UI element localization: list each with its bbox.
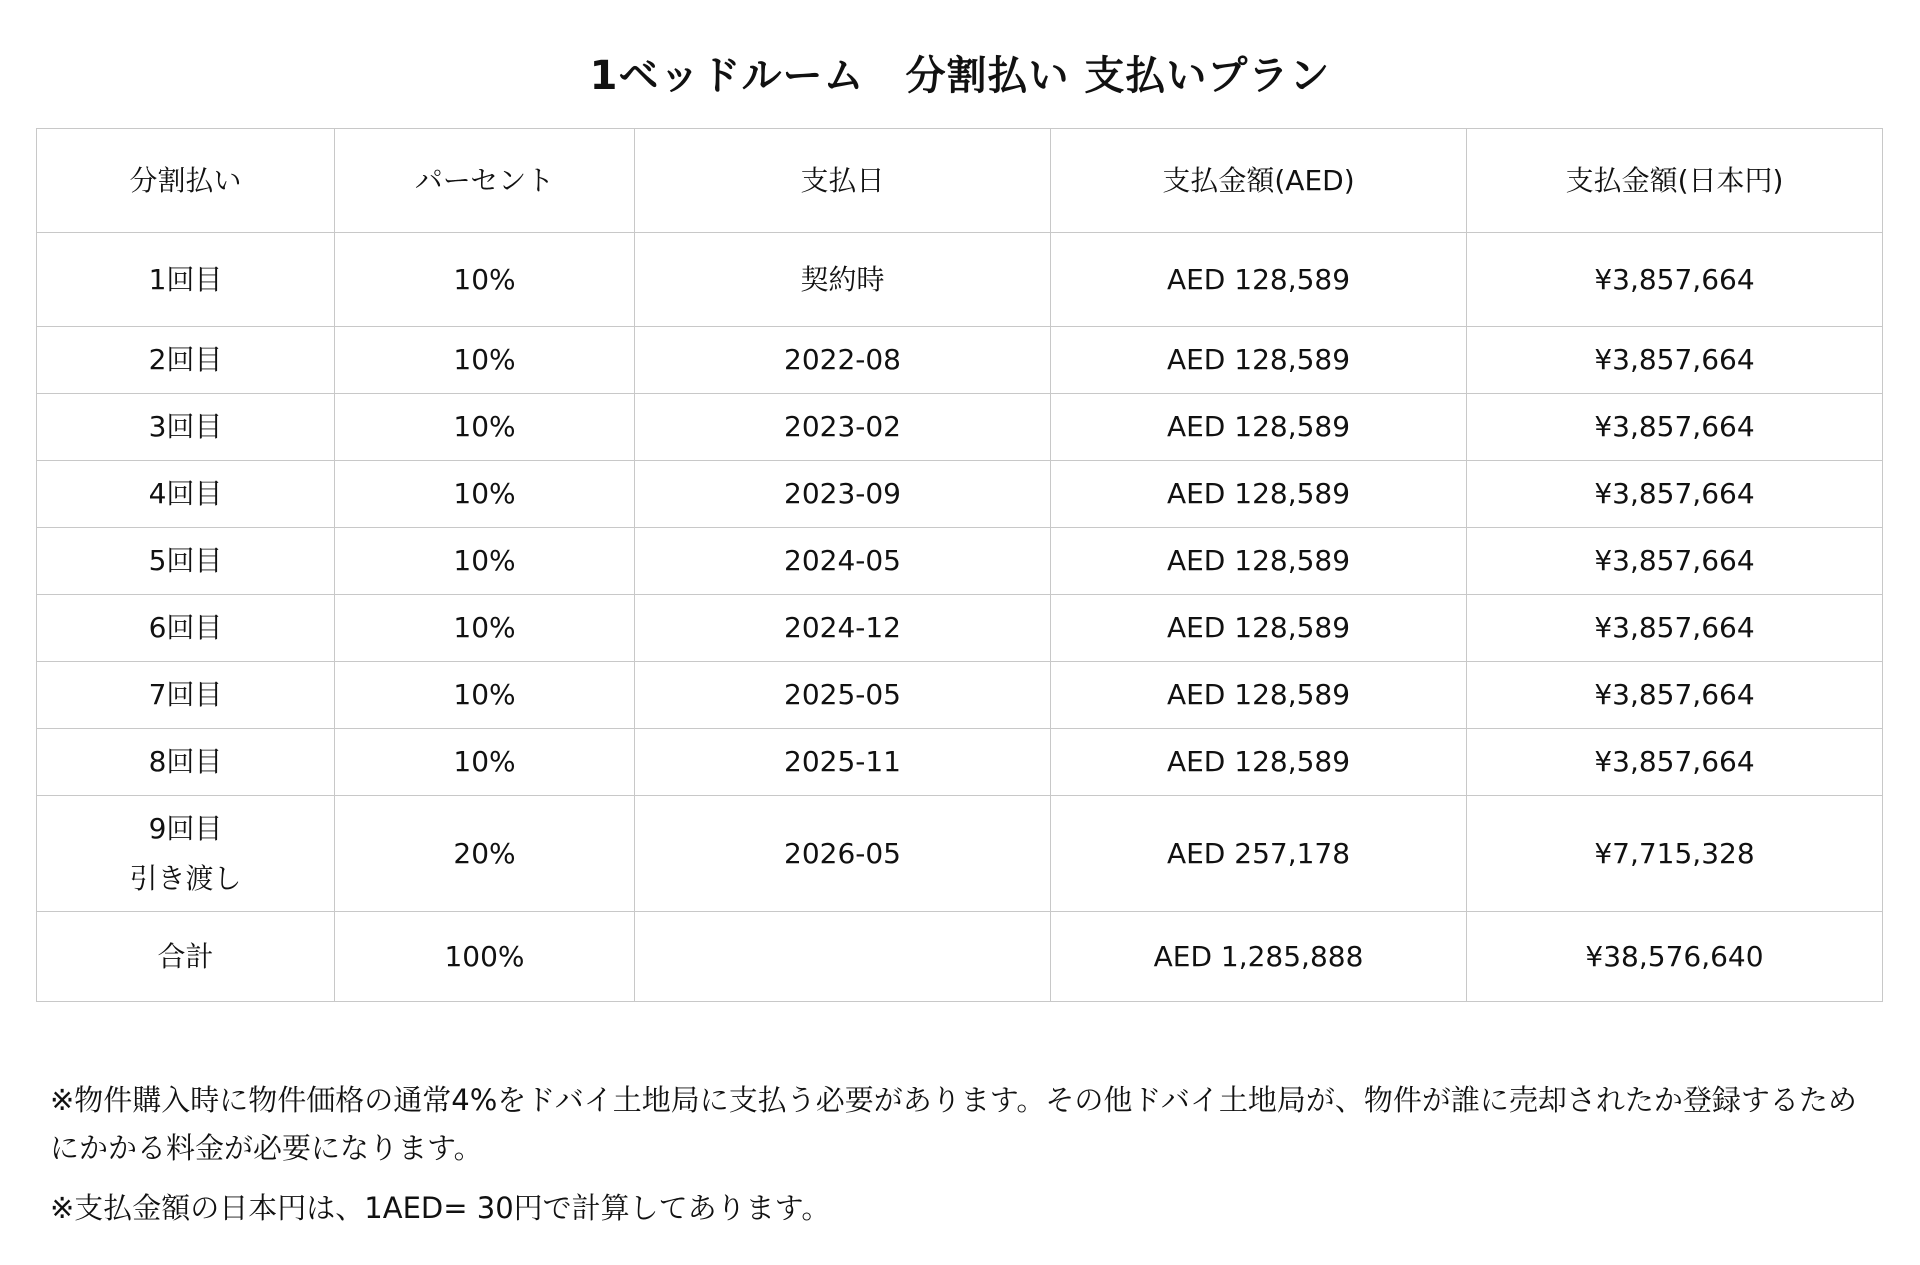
- table-row: [37, 327, 1883, 394]
- cell-amount-aed: AED 128,589: [1051, 394, 1467, 461]
- table-row: [37, 528, 1883, 595]
- cell-amount-aed: AED 257,178: [1051, 796, 1467, 912]
- cell-date: 2023-02: [635, 394, 1051, 461]
- cell-date: 2025-11: [635, 729, 1051, 796]
- cell-installment: 2回目: [37, 327, 335, 394]
- cell-percent: 20%: [335, 796, 635, 912]
- table-row: [37, 729, 1883, 796]
- header-installment: 分割払い: [37, 129, 335, 233]
- cell-date: 2023-09: [635, 461, 1051, 528]
- table-row: [37, 662, 1883, 729]
- cell-amount-aed: AED 128,589: [1051, 662, 1467, 729]
- table-header-row: [37, 129, 1883, 233]
- total-percent: 100%: [335, 912, 635, 1002]
- cell-amount-jpy: ¥3,857,664: [1467, 528, 1883, 595]
- cell-date: 2024-12: [635, 595, 1051, 662]
- cell-date: 2026-05: [635, 796, 1051, 912]
- cell-amount-aed: AED 128,589: [1051, 461, 1467, 528]
- cell-installment: 3回目: [37, 394, 335, 461]
- footnote-land-department: ※物件購入時に物件価格の通常4%をドバイ土地局に支払う必要があります。その他ドバイ土地局が、物件が誰に売却されたか登録するためにかかる料金が必要になります。: [50, 1083, 1857, 1165]
- cell-amount-jpy: ¥3,857,664: [1467, 662, 1883, 729]
- cell-percent: 10%: [335, 327, 635, 394]
- cell-percent: 10%: [335, 729, 635, 796]
- table-row: [37, 595, 1883, 662]
- cell-amount-aed: AED 128,589: [1051, 595, 1467, 662]
- cell-installment: 5回目: [37, 528, 335, 595]
- cell-amount-jpy: ¥3,857,664: [1467, 461, 1883, 528]
- installment-label: 9回目: [148, 811, 223, 845]
- cell-percent: 10%: [335, 595, 635, 662]
- total-amount-jpy: ¥38,576,640: [1467, 912, 1883, 1002]
- table-row: [37, 461, 1883, 528]
- cell-amount-jpy: ¥3,857,664: [1467, 729, 1883, 796]
- table-row: [37, 233, 1883, 327]
- cell-amount-aed: AED 128,589: [1051, 528, 1467, 595]
- cell-date: 2024-05: [635, 528, 1051, 595]
- header-date: 支払日: [635, 129, 1051, 233]
- cell-date: 2025-05: [635, 662, 1051, 729]
- cell-amount-jpy: ¥3,857,664: [1467, 327, 1883, 394]
- header-percent: パーセント: [335, 129, 635, 233]
- cell-percent: 10%: [335, 394, 635, 461]
- cell-installment: 6回目: [37, 595, 335, 662]
- cell-amount-jpy: ¥7,715,328: [1467, 796, 1883, 912]
- cell-date: 2022-08: [635, 327, 1051, 394]
- header-amount-jpy: 支払金額(日本円): [1467, 129, 1883, 233]
- cell-installment: 4回目: [37, 461, 335, 528]
- cell-amount-jpy: ¥3,857,664: [1467, 595, 1883, 662]
- page-title: 1ベッドルーム 分割払い 支払いプラン: [589, 53, 1331, 99]
- cell-amount-aed: AED 128,589: [1051, 729, 1467, 796]
- table-row: [37, 394, 1883, 461]
- cell-installment: 7回目: [37, 662, 335, 729]
- cell-amount-jpy: ¥3,857,664: [1467, 394, 1883, 461]
- cell-percent: 10%: [335, 233, 635, 327]
- cell-amount-aed: AED 128,589: [1051, 327, 1467, 394]
- cell-percent: 10%: [335, 461, 635, 528]
- table-row: [37, 796, 1883, 912]
- cell-installment: 8回目: [37, 729, 335, 796]
- cell-installment: [37, 796, 335, 912]
- installment-sublabel: 引き渡し: [129, 861, 242, 895]
- table-total-row: [37, 912, 1883, 1002]
- footnote-exchange-rate: ※支払金額の日本円は、1AED= 30円で計算してあります。: [50, 1191, 831, 1225]
- cell-amount-aed: AED 128,589: [1051, 233, 1467, 327]
- total-label: 合計: [37, 912, 335, 1002]
- header-amount-aed: 支払金額(AED): [1051, 129, 1467, 233]
- payment-plan-table: [36, 128, 1883, 1002]
- cell-percent: 10%: [335, 528, 635, 595]
- cell-installment: 1回目: [37, 233, 335, 327]
- footnotes: [50, 1076, 1870, 1244]
- cell-percent: 10%: [335, 662, 635, 729]
- total-date: [635, 912, 1051, 1002]
- total-amount-aed: AED 1,285,888: [1051, 912, 1467, 1002]
- cell-amount-jpy: ¥3,857,664: [1467, 233, 1883, 327]
- cell-date: 契約時: [635, 233, 1051, 327]
